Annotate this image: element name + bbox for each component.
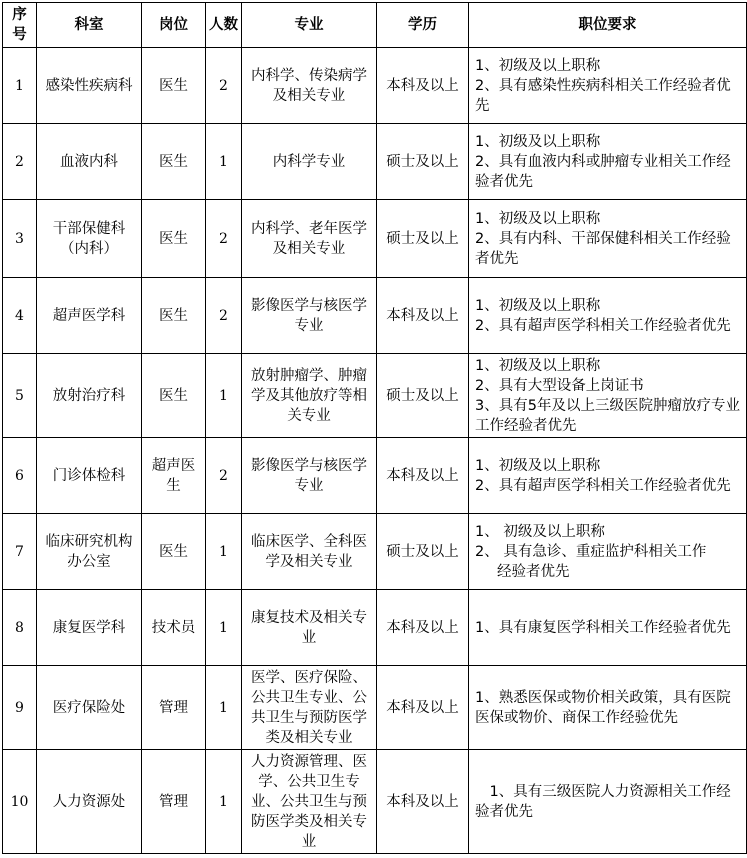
row-edu: 本科及以上 xyxy=(377,666,469,750)
row-post: 超声医生 xyxy=(142,438,206,514)
row-major: 内科学、传染病学及相关专业 xyxy=(242,48,377,124)
row-post: 管理 xyxy=(142,666,206,750)
row-count: 1 xyxy=(206,666,242,750)
requirement-line: 1、熟悉医保或物价相关政策，具有医院医保或物价、商保工作经验优先 xyxy=(475,689,731,726)
row-count: 1 xyxy=(206,590,242,666)
requirement-line: 1、具有康复医学科相关工作经验者优先 xyxy=(475,619,731,636)
row-requirements xyxy=(469,438,747,514)
row-major: 内科学专业 xyxy=(242,124,377,200)
row-requirements xyxy=(469,354,747,438)
row-edu: 本科及以上 xyxy=(377,750,469,854)
row-seq: 3 xyxy=(3,200,37,278)
row-dept: 临床研究机构办公室 xyxy=(37,514,142,590)
row-major: 放射肿瘤学、肿瘤学及其他放疗等相关专业 xyxy=(242,354,377,438)
table-body xyxy=(3,48,747,854)
row-major: 影像医学与核医学专业 xyxy=(242,278,377,354)
table-row xyxy=(3,200,747,278)
row-seq: 9 xyxy=(3,666,37,750)
row-edu: 硕士及以上 xyxy=(377,354,469,438)
row-requirements xyxy=(469,590,747,666)
row-major: 康复技术及相关专业 xyxy=(242,590,377,666)
requirement-line: 2、具有血液内科或肿瘤专业相关工作经验者优先 xyxy=(475,153,731,190)
row-post: 管理 xyxy=(142,750,206,854)
requirement-line: 2、具有感染性疾病科相关工作经验者优先 xyxy=(475,77,731,114)
recruitment-table xyxy=(2,2,747,854)
table-row xyxy=(3,514,747,590)
requirement-line: 1、初级及以上职称 xyxy=(475,210,601,227)
row-edu: 硕士及以上 xyxy=(377,514,469,590)
row-major: 医学、医疗保险、公共卫生专业、公共卫生与预防医学类及相关专业 xyxy=(242,666,377,750)
requirement-line: 经验者优先 xyxy=(497,563,570,580)
requirement-line: 2、具有超声医学科相关工作经验者优先 xyxy=(475,317,731,334)
row-edu: 硕士及以上 xyxy=(377,200,469,278)
row-edu: 本科及以上 xyxy=(377,438,469,514)
row-dept: 放射治疗科 xyxy=(37,354,142,438)
row-edu: 本科及以上 xyxy=(377,48,469,124)
row-requirements xyxy=(469,750,747,854)
requirement-line: 1、具有三级医院人力资源相关工作经验者优先 xyxy=(475,783,731,820)
requirement-line: 1、初级及以上职称 xyxy=(475,57,601,74)
row-requirements xyxy=(469,514,747,590)
row-seq: 6 xyxy=(3,438,37,514)
row-post: 医生 xyxy=(142,354,206,438)
row-dept: 人力资源处 xyxy=(37,750,142,854)
requirement-line: 2、 具有急诊、重症监护科相关工作 xyxy=(475,543,707,560)
requirement-line: 2、具有内科、干部保健科相关工作经验者优先 xyxy=(475,230,731,267)
requirement-line: 1、初级及以上职称 xyxy=(475,457,601,474)
table-row xyxy=(3,750,747,854)
requirement-line: 1、初级及以上职称 xyxy=(475,133,601,150)
table-row xyxy=(3,666,747,750)
header-major: 专业 xyxy=(242,3,377,48)
row-count: 2 xyxy=(206,278,242,354)
row-major: 临床医学、全科医学及相关专业 xyxy=(242,514,377,590)
requirement-line: 1、 初级及以上职称 xyxy=(475,523,605,540)
row-count: 2 xyxy=(206,48,242,124)
requirement-line: 1、初级及以上职称 xyxy=(475,357,601,374)
row-edu: 本科及以上 xyxy=(377,590,469,666)
table-row xyxy=(3,590,747,666)
row-seq: 4 xyxy=(3,278,37,354)
table-row xyxy=(3,438,747,514)
row-requirements xyxy=(469,666,747,750)
row-count: 1 xyxy=(206,354,242,438)
header-count: 人数 xyxy=(206,3,242,48)
row-major: 内科学、老年医学及相关专业 xyxy=(242,200,377,278)
requirement-line: 2、具有大型设备上岗证书 xyxy=(475,377,644,394)
header-row xyxy=(3,3,747,48)
row-requirements xyxy=(469,200,747,278)
row-seq: 10 xyxy=(3,750,37,854)
row-seq: 5 xyxy=(3,354,37,438)
requirement-line: 2、具有超声医学科相关工作经验者优先 xyxy=(475,477,731,494)
row-major: 人力资源管理、医学、公共卫生专业、公共卫生与预防医学类及相关专业 xyxy=(242,750,377,854)
header-seq: 序号 xyxy=(3,3,37,48)
row-post: 医生 xyxy=(142,278,206,354)
row-count: 1 xyxy=(206,514,242,590)
row-seq: 7 xyxy=(3,514,37,590)
row-dept: 医疗保险处 xyxy=(37,666,142,750)
row-edu: 本科及以上 xyxy=(377,278,469,354)
row-seq: 2 xyxy=(3,124,37,200)
row-count: 2 xyxy=(206,438,242,514)
table-row xyxy=(3,48,747,124)
row-count: 2 xyxy=(206,200,242,278)
row-count: 1 xyxy=(206,124,242,200)
header-post: 岗位 xyxy=(142,3,206,48)
row-dept: 康复医学科 xyxy=(37,590,142,666)
row-post: 医生 xyxy=(142,514,206,590)
requirement-line: 1、初级及以上职称 xyxy=(475,297,601,314)
row-post: 医生 xyxy=(142,48,206,124)
row-seq: 1 xyxy=(3,48,37,124)
row-post: 医生 xyxy=(142,124,206,200)
header-dept: 科室 xyxy=(37,3,142,48)
row-requirements xyxy=(469,124,747,200)
row-requirements xyxy=(469,278,747,354)
row-seq: 8 xyxy=(3,590,37,666)
requirement-line: 3、具有5年及以上三级医院肿瘤放疗专业工作经验者优先 xyxy=(475,397,740,434)
table-row xyxy=(3,124,747,200)
table-row xyxy=(3,354,747,438)
table-row xyxy=(3,278,747,354)
row-major: 影像医学与核医学专业 xyxy=(242,438,377,514)
row-count: 1 xyxy=(206,750,242,854)
row-edu: 硕士及以上 xyxy=(377,124,469,200)
header-req: 职位要求 xyxy=(469,3,747,48)
row-post: 医生 xyxy=(142,200,206,278)
row-dept: 干部保健科（内科） xyxy=(37,200,142,278)
row-post: 技术员 xyxy=(142,590,206,666)
row-dept: 门诊体检科 xyxy=(37,438,142,514)
row-dept: 血液内科 xyxy=(37,124,142,200)
row-dept: 感染性疾病科 xyxy=(37,48,142,124)
header-edu: 学历 xyxy=(377,3,469,48)
row-dept: 超声医学科 xyxy=(37,278,142,354)
row-requirements xyxy=(469,48,747,124)
